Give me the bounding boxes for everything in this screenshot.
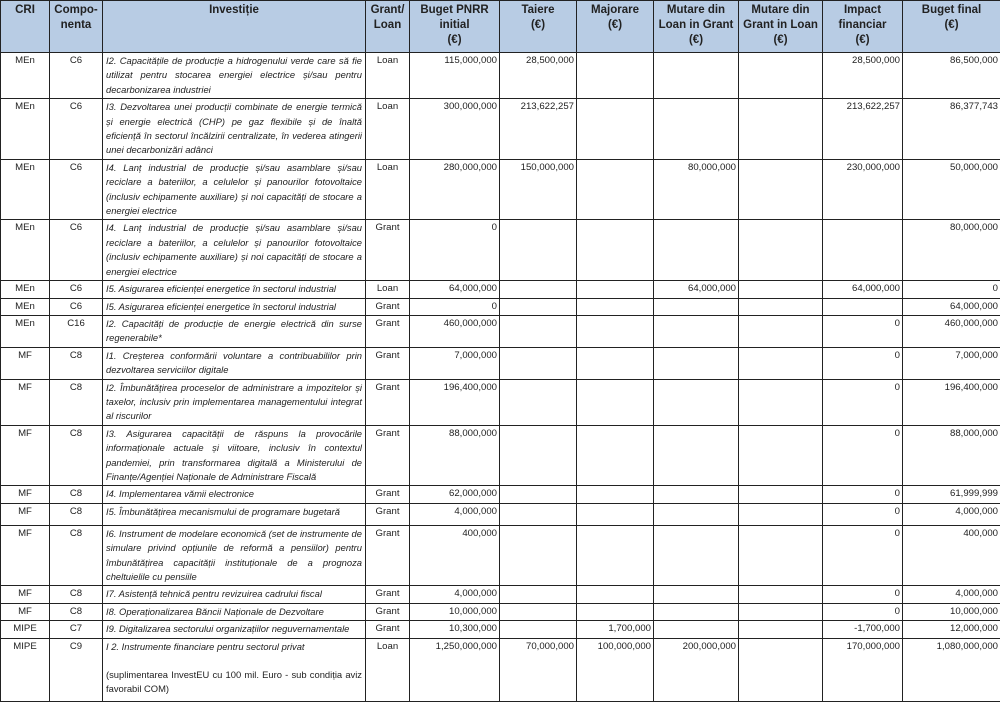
cell-majorare: 100,000,000 <box>577 638 654 701</box>
cell-taiere: 213,622,257 <box>500 99 577 160</box>
cell-final: 12,000,000 <box>903 621 1000 638</box>
cell-cri: MIPE <box>1 621 50 638</box>
cell-comp: C8 <box>50 603 103 620</box>
cell-initial: 0 <box>410 220 500 281</box>
cell-l2g: 200,000,000 <box>654 638 739 701</box>
cell-inv <box>103 281 366 298</box>
cell-g2l <box>739 99 823 160</box>
cell-initial: 280,000,000 <box>410 159 500 220</box>
cell-final: 88,000,000 <box>903 425 1000 486</box>
investment-name: I2. Capacități de producție de energie electrică din surse regenerabile* <box>106 318 362 343</box>
table-row <box>1 379 1000 425</box>
cell-initial: 1,250,000,000 <box>410 638 500 701</box>
cell-initial: 62,000,000 <box>410 486 500 503</box>
header-row <box>1 1 1000 53</box>
cell-type: Grant <box>366 486 410 503</box>
cell-type: Grant <box>366 603 410 620</box>
cell-l2g <box>654 347 739 379</box>
cell-type: Grant <box>366 425 410 486</box>
cell-taiere <box>500 603 577 620</box>
cell-taiere <box>500 486 577 503</box>
investment-name: I5. Îmbunătățirea mecanismului de programare bugetară <box>106 506 340 517</box>
cell-type: Grant <box>366 525 410 586</box>
cell-inv <box>103 621 366 638</box>
cell-majorare <box>577 281 654 298</box>
column-header-initial: Buget PNRR initial (€) <box>410 1 500 53</box>
cell-initial: 88,000,000 <box>410 425 500 486</box>
cell-cri: MEn <box>1 281 50 298</box>
cell-g2l <box>739 298 823 315</box>
cell-taiere <box>500 586 577 603</box>
column-header-type: Grant/ Loan <box>366 1 410 53</box>
cell-final: 86,377,743 <box>903 99 1000 160</box>
cell-initial: 4,000,000 <box>410 586 500 603</box>
cell-l2g <box>654 315 739 347</box>
column-header-impact: Impact financiar (€) <box>823 1 903 53</box>
table-row <box>1 586 1000 603</box>
column-header-inv: Investiție <box>103 1 366 53</box>
cell-l2g <box>654 425 739 486</box>
cell-cri: MF <box>1 486 50 503</box>
cell-l2g <box>654 486 739 503</box>
cell-taiere <box>500 220 577 281</box>
cell-comp: C7 <box>50 621 103 638</box>
cell-comp: C8 <box>50 425 103 486</box>
investment-name: I4. Lanț industrial de producție și/sau asamblare și/sau reciclare a bateriilor, a celulelor și panourilor fotovoltaice (inclusiv echipamente auxiliare) și noi capacități de stocare a energiei electrice <box>106 222 362 276</box>
investment-name: I6. Instrument de modelare economică (set de instrumente de simulare privind opțiunile de reformă a pensiilor) pentru îmbunătățirea capacității instituționale de a prognoza cheltuielile cu pensiile <box>106 528 362 582</box>
cell-g2l <box>739 347 823 379</box>
table-row <box>1 347 1000 379</box>
cell-taiere: 28,500,000 <box>500 53 577 99</box>
table-row <box>1 220 1000 281</box>
table-row <box>1 425 1000 486</box>
cell-g2l <box>739 621 823 638</box>
cell-majorare: 1,700,000 <box>577 621 654 638</box>
cell-majorare <box>577 298 654 315</box>
cell-initial: 4,000,000 <box>410 503 500 525</box>
investment-name: I5. Asigurarea eficienței energetice în sectorul industrial <box>106 283 336 294</box>
cell-final: 400,000 <box>903 525 1000 586</box>
cell-cri: MF <box>1 425 50 486</box>
cell-g2l <box>739 379 823 425</box>
cell-g2l <box>739 525 823 586</box>
cell-final: 7,000,000 <box>903 347 1000 379</box>
cell-taiere: 150,000,000 <box>500 159 577 220</box>
table-row <box>1 638 1000 701</box>
cell-majorare <box>577 525 654 586</box>
cell-taiere: 70,000,000 <box>500 638 577 701</box>
cell-initial: 10,300,000 <box>410 621 500 638</box>
cell-cri: MEn <box>1 99 50 160</box>
cell-comp: C8 <box>50 486 103 503</box>
cell-type: Grant <box>366 315 410 347</box>
cell-g2l <box>739 603 823 620</box>
table-row <box>1 298 1000 315</box>
cell-taiere <box>500 298 577 315</box>
cell-impact: 0 <box>823 379 903 425</box>
cell-impact: -1,700,000 <box>823 621 903 638</box>
cell-majorare <box>577 379 654 425</box>
cell-final: 1,080,000,000 <box>903 638 1000 701</box>
cell-comp: C6 <box>50 281 103 298</box>
cell-impact: 213,622,257 <box>823 99 903 160</box>
investment-name: I3. Asigurarea capacității de răspuns la provocările informaționale actuale și viitoare, inclusiv în contextul pandemiei, prin transformarea digitală a Ministerului de Finanțe/Agenției Naționale de Administrare Fiscală <box>106 428 362 482</box>
cell-comp: C9 <box>50 638 103 701</box>
cell-majorare <box>577 53 654 99</box>
cell-l2g: 64,000,000 <box>654 281 739 298</box>
cell-g2l <box>739 220 823 281</box>
cell-majorare <box>577 315 654 347</box>
cell-comp: C6 <box>50 159 103 220</box>
cell-final: 10,000,000 <box>903 603 1000 620</box>
cell-l2g <box>654 603 739 620</box>
cell-type: Loan <box>366 159 410 220</box>
cell-impact <box>823 220 903 281</box>
cell-l2g <box>654 525 739 586</box>
cell-l2g <box>654 53 739 99</box>
investment-name: I1. Creșterea conformării voluntare a contribuabililor prin dezvoltarea serviciilor digitale <box>106 350 362 375</box>
cell-cri: MF <box>1 586 50 603</box>
table-row <box>1 503 1000 525</box>
cell-final: 0 <box>903 281 1000 298</box>
cell-cri: MF <box>1 603 50 620</box>
cell-taiere <box>500 347 577 379</box>
investment-name: I5. Asigurarea eficienței energetice în sectorul industrial <box>106 301 336 312</box>
cell-inv <box>103 425 366 486</box>
column-header-cri: CRI <box>1 1 50 53</box>
cell-initial: 460,000,000 <box>410 315 500 347</box>
cell-initial: 400,000 <box>410 525 500 586</box>
investment-note: (suplimentarea InvestEU cu 100 mil. Euro - sub condiția aviz favorabil COM) <box>106 669 362 694</box>
cell-initial: 10,000,000 <box>410 603 500 620</box>
cell-inv <box>103 486 366 503</box>
cell-majorare <box>577 586 654 603</box>
cell-type: Grant <box>366 586 410 603</box>
cell-cri: MEn <box>1 315 50 347</box>
table-row <box>1 53 1000 99</box>
cell-initial: 115,000,000 <box>410 53 500 99</box>
cell-initial: 7,000,000 <box>410 347 500 379</box>
cell-impact: 0 <box>823 486 903 503</box>
cell-impact: 0 <box>823 503 903 525</box>
column-header-g2l: Mutare din Grant in Loan (€) <box>739 1 823 53</box>
cell-impact: 0 <box>823 525 903 586</box>
cell-type: Loan <box>366 53 410 99</box>
cell-impact <box>823 298 903 315</box>
investment-name: I2. Îmbunătățirea proceselor de administrare a impozitelor și taxelor, inclusiv prin implementarea managementului integrat al riscurilor <box>106 382 362 422</box>
table-row <box>1 486 1000 503</box>
column-header-final: Buget final (€) <box>903 1 1000 53</box>
cell-type: Grant <box>366 298 410 315</box>
cell-cri: MEn <box>1 159 50 220</box>
cell-comp: C16 <box>50 315 103 347</box>
cell-comp: C8 <box>50 347 103 379</box>
cell-majorare <box>577 603 654 620</box>
cell-impact: 170,000,000 <box>823 638 903 701</box>
cell-initial: 64,000,000 <box>410 281 500 298</box>
cell-comp: C8 <box>50 525 103 586</box>
cell-l2g <box>654 379 739 425</box>
cell-l2g <box>654 586 739 603</box>
cell-taiere <box>500 315 577 347</box>
cell-l2g <box>654 220 739 281</box>
cell-type: Grant <box>366 347 410 379</box>
cell-type: Grant <box>366 379 410 425</box>
cell-comp: C6 <box>50 220 103 281</box>
cell-final: 460,000,000 <box>903 315 1000 347</box>
cell-impact: 0 <box>823 347 903 379</box>
cell-majorare <box>577 347 654 379</box>
cell-l2g <box>654 503 739 525</box>
table-row <box>1 159 1000 220</box>
cell-initial: 196,400,000 <box>410 379 500 425</box>
cell-g2l <box>739 638 823 701</box>
cell-type: Grant <box>366 503 410 525</box>
cell-g2l <box>739 53 823 99</box>
cell-final: 80,000,000 <box>903 220 1000 281</box>
cell-inv <box>103 347 366 379</box>
cell-cri: MF <box>1 503 50 525</box>
investment-name: I4. Lanț industrial de producție și/sau asamblare și/sau reciclare a bateriilor, a celulelor și panourilor fotovoltaice (inclusiv echipamente auxiliare) și noi capacități de stocare a energiei electrice <box>106 162 362 216</box>
cell-cri: MEn <box>1 53 50 99</box>
investment-name: I9. Digitalizarea sectorului organizațiilor neguvernamentale <box>106 623 349 634</box>
cell-impact: 0 <box>823 315 903 347</box>
investment-name: I3. Dezvoltarea unei producții combinate de energie termică și energie electrică (CHP) pe gaz flexibile și de înaltă eficiență în sectorul încălzirii centralizate, în vederea atingerii unei decarbonizări adânci <box>106 101 362 155</box>
cell-final: 64,000,000 <box>903 298 1000 315</box>
cell-inv <box>103 220 366 281</box>
cell-majorare <box>577 425 654 486</box>
cell-g2l <box>739 425 823 486</box>
cell-l2g <box>654 298 739 315</box>
cell-taiere <box>500 503 577 525</box>
cell-initial: 300,000,000 <box>410 99 500 160</box>
cell-final: 86,500,000 <box>903 53 1000 99</box>
cell-impact: 0 <box>823 425 903 486</box>
column-header-l2g: Mutare din Loan in Grant (€) <box>654 1 739 53</box>
cell-impact: 230,000,000 <box>823 159 903 220</box>
investment-name: I8. Operaționalizarea Băncii Naționale de Dezvoltare <box>106 606 324 617</box>
cell-type: Loan <box>366 281 410 298</box>
cell-majorare <box>577 159 654 220</box>
cell-inv <box>103 638 366 701</box>
cell-final: 4,000,000 <box>903 503 1000 525</box>
cell-final: 50,000,000 <box>903 159 1000 220</box>
cell-impact: 0 <box>823 603 903 620</box>
cell-comp: C6 <box>50 298 103 315</box>
cell-impact: 0 <box>823 586 903 603</box>
cell-cri: MF <box>1 525 50 586</box>
table-row <box>1 525 1000 586</box>
investment-name: I7. Asistență tehnică pentru revizuirea cadrului fiscal <box>106 588 322 599</box>
cell-l2g <box>654 621 739 638</box>
cell-cri: MF <box>1 347 50 379</box>
cell-g2l <box>739 315 823 347</box>
cell-taiere <box>500 379 577 425</box>
cell-type: Grant <box>366 621 410 638</box>
cell-g2l <box>739 486 823 503</box>
cell-impact: 64,000,000 <box>823 281 903 298</box>
investment-name: I 2. Instrumente financiare pentru sectorul privat <box>106 641 305 652</box>
cell-inv <box>103 603 366 620</box>
cell-taiere <box>500 425 577 486</box>
cell-comp: C8 <box>50 503 103 525</box>
cell-type: Loan <box>366 638 410 701</box>
cell-initial: 0 <box>410 298 500 315</box>
column-header-majorare: Majorare (€) <box>577 1 654 53</box>
cell-inv <box>103 379 366 425</box>
cell-inv <box>103 503 366 525</box>
cell-type: Grant <box>366 220 410 281</box>
cell-taiere <box>500 621 577 638</box>
table-row <box>1 315 1000 347</box>
cell-cri: MEn <box>1 220 50 281</box>
investment-name: I4. Implementarea vămii electronice <box>106 488 254 499</box>
cell-majorare <box>577 99 654 160</box>
cell-comp: C6 <box>50 53 103 99</box>
cell-inv <box>103 99 366 160</box>
table-row <box>1 603 1000 620</box>
cell-taiere <box>500 281 577 298</box>
cell-l2g <box>654 99 739 160</box>
cell-cri: MF <box>1 379 50 425</box>
column-header-comp: Compo- nenta <box>50 1 103 53</box>
cell-l2g: 80,000,000 <box>654 159 739 220</box>
cell-taiere <box>500 525 577 586</box>
cell-inv <box>103 159 366 220</box>
cell-final: 196,400,000 <box>903 379 1000 425</box>
table-row <box>1 99 1000 160</box>
investment-name: I2. Capacitățile de producție a hidrogenului verde care să fie utilizat pentru stocarea energiei electrice și/sau pentru decarbonizarea industriei <box>106 55 362 95</box>
cell-final: 61,999,999 <box>903 486 1000 503</box>
cell-final: 4,000,000 <box>903 586 1000 603</box>
cell-g2l <box>739 586 823 603</box>
table-row <box>1 281 1000 298</box>
cell-comp: C8 <box>50 586 103 603</box>
cell-g2l <box>739 159 823 220</box>
cell-inv <box>103 586 366 603</box>
cell-majorare <box>577 503 654 525</box>
cell-type: Loan <box>366 99 410 160</box>
cell-majorare <box>577 486 654 503</box>
cell-g2l <box>739 281 823 298</box>
cell-cri: MIPE <box>1 638 50 701</box>
cell-cri: MEn <box>1 298 50 315</box>
cell-comp: C6 <box>50 99 103 160</box>
column-header-taiere: Taiere (€) <box>500 1 577 53</box>
table-row <box>1 621 1000 638</box>
cell-inv <box>103 53 366 99</box>
cell-inv <box>103 298 366 315</box>
cell-impact: 28,500,000 <box>823 53 903 99</box>
cell-g2l <box>739 503 823 525</box>
cell-inv <box>103 315 366 347</box>
cell-inv <box>103 525 366 586</box>
cell-comp: C8 <box>50 379 103 425</box>
cell-majorare <box>577 220 654 281</box>
